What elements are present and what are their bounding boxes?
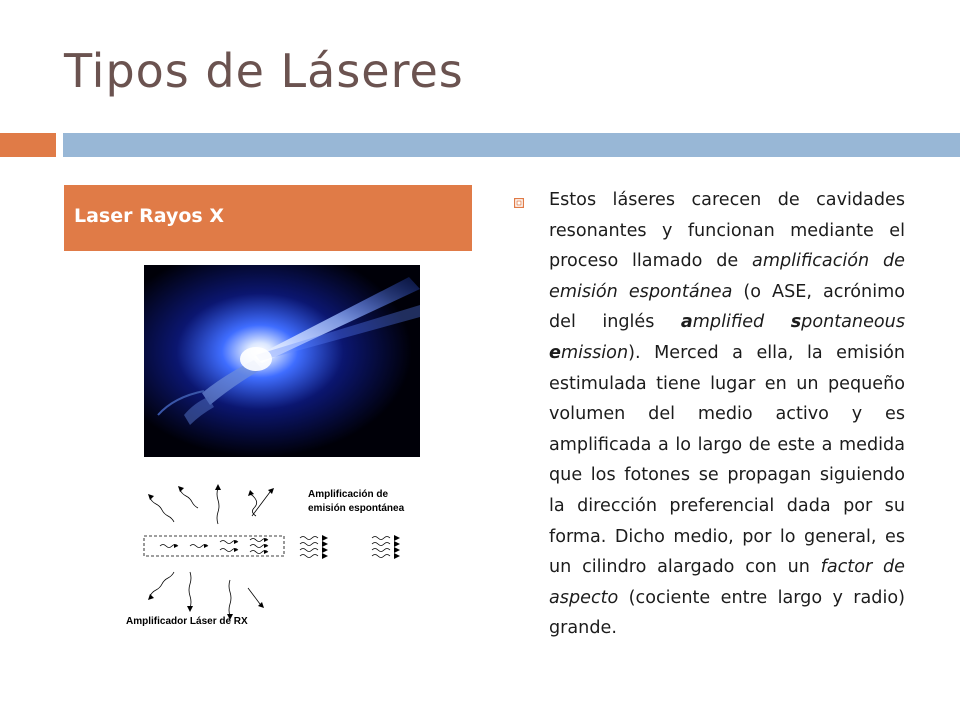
xray-laser-photo — [144, 265, 420, 457]
body-paragraph: Estos láseres carecen de cavidades resonantes y funcionan mediante el proceso llamado de amplificación de emisión espontánea (o ASE, acrónimo del inglés amplified spontaneous emission). Merced a ella, la emisión estimulada tiene lugar en un pequeño volumen del medio activo y es amplificada a lo largo de este a medida que los fotones se propagan siguiendo la dirección preferencial dada por su forma. Dicho medio, por lo general, es un cilindro alargado con un factor de aspecto (cociente entre largo y radio) grande. — [549, 190, 905, 639]
diagram-label-top-1: Amplificación de — [308, 489, 389, 500]
accent-bar-orange — [0, 133, 56, 157]
subtitle-box — [64, 185, 472, 251]
slide-title: Tipos de Láseres — [64, 44, 464, 98]
rx-amplifier-diagram — [120, 476, 440, 636]
diagram-label-top-2: emisión espontánea — [308, 503, 405, 514]
subtitle-text: Laser Rayos X — [74, 205, 224, 227]
accent-bar-blue — [63, 133, 960, 157]
diagram-label-bottom: Amplificador Láser de RX — [126, 616, 248, 627]
square-bullet-icon — [514, 198, 524, 208]
